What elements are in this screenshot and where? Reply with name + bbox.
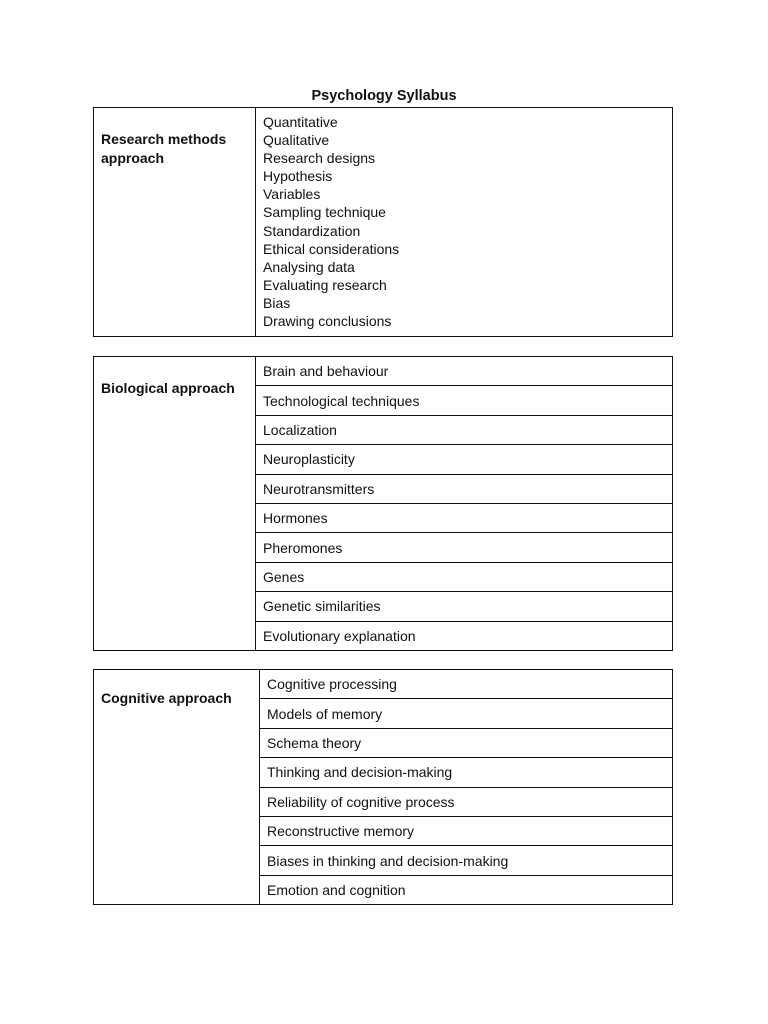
topic-cell: Emotion and cognition (260, 875, 673, 904)
topic-item: Variables (263, 186, 321, 203)
topic-cell: Technological techniques (256, 386, 673, 415)
topic-cell: Brain and behaviour (256, 357, 673, 386)
topic-item: Hypothesis (263, 168, 333, 185)
topic-cell: Neuroplasticity (256, 445, 673, 474)
biological-approach-table (93, 356, 673, 651)
table-row (94, 357, 673, 386)
section-heading-cognitive: Cognitive approach (94, 670, 260, 905)
topic-cell: Cognitive processing (260, 670, 673, 699)
topic-item: Research designs (263, 150, 376, 167)
topic-cell: Pheromones (256, 533, 673, 562)
topic-item: Standardization (263, 222, 361, 239)
research-methods-table (93, 107, 673, 337)
topic-item: Evaluating research (263, 276, 387, 293)
topic-cell: Reliability of cognitive process (260, 787, 673, 816)
research-methods-topic-list (256, 108, 673, 337)
topic-cell: Genetic similarities (256, 592, 673, 621)
topic-cell: Models of memory (260, 699, 673, 728)
cognitive-approach-table (93, 669, 673, 905)
topic-item: Drawing conclusions (263, 313, 392, 330)
section-heading-research-methods: Research methods approach (94, 108, 256, 337)
topic-cell: Reconstructive memory (260, 816, 673, 845)
topic-cell: Neurotransmitters (256, 474, 673, 503)
topic-item: Qualitative (263, 132, 330, 149)
topic-cell: Localization (256, 415, 673, 444)
section-heading-biological: Biological approach (94, 357, 256, 651)
topic-cell: Evolutionary explanation (256, 621, 673, 650)
table-row (94, 670, 673, 699)
topic-cell: Genes (256, 562, 673, 591)
topic-item: Sampling technique (263, 204, 386, 221)
topic-cell: Thinking and decision-making (260, 758, 673, 787)
topic-item: Analysing data (263, 258, 355, 275)
topic-item: Bias (263, 294, 291, 311)
page-title: Psychology Syllabus (311, 88, 457, 104)
topic-cell: Hormones (256, 503, 673, 532)
topic-cell: Schema theory (260, 728, 673, 757)
topic-item: Quantitative (263, 114, 338, 130)
table-row (94, 108, 673, 337)
topic-item: Ethical considerations (263, 240, 400, 257)
topic-cell: Biases in thinking and decision-making (260, 846, 673, 875)
